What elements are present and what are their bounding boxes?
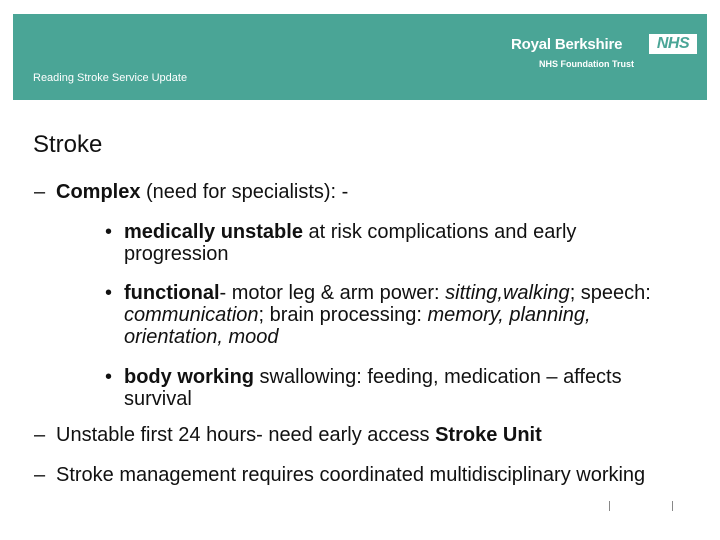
slide-title: Stroke xyxy=(33,131,103,158)
bullet-text: ; speech: xyxy=(569,282,651,304)
bullet-marker: • xyxy=(105,221,113,243)
bullet-text: - motor leg & arm power: xyxy=(219,282,446,304)
bullet-italic: sitting,walking xyxy=(445,282,570,304)
footer-divider xyxy=(672,501,673,511)
bullet-marker: • xyxy=(105,282,113,304)
nhs-badge: NHS xyxy=(649,34,697,54)
bullet-text: ; brain processing: xyxy=(258,304,428,326)
bullet-text: swallowing: feeding, medication – affects survival xyxy=(124,366,622,410)
dash-marker: – xyxy=(34,181,46,203)
point-bold: Stroke Unit xyxy=(435,424,542,446)
bullet-bold: functional xyxy=(124,282,220,304)
dash-marker: – xyxy=(34,424,46,446)
bullet-italic: memory, planning, orientation, mood xyxy=(124,304,591,348)
point-text: Unstable first 24 hours- need early access xyxy=(56,424,436,446)
logo-foundation-trust: NHS Foundation Trust xyxy=(539,59,634,69)
bullet-marker: • xyxy=(105,366,113,388)
bullet-bold: body working xyxy=(124,366,254,388)
nhs-trust-logo xyxy=(511,32,691,84)
bullet-body-working xyxy=(105,366,685,410)
header-banner xyxy=(13,14,707,100)
dash-marker: – xyxy=(34,464,46,486)
logo-trust-name: Royal Berkshire xyxy=(511,36,623,53)
bullet-functional xyxy=(105,282,685,348)
bullet-medically-unstable xyxy=(105,221,685,265)
point-bold: Complex xyxy=(56,181,141,203)
bullet-text: at risk complications and early progression xyxy=(124,221,577,265)
presentation-subtitle: Reading Stroke Service Update xyxy=(33,72,188,84)
point-unstable-first-24h xyxy=(34,424,694,446)
bullet-italic: communication xyxy=(124,304,259,326)
footer-divider xyxy=(609,501,610,511)
point-text: (need for specialists): - xyxy=(140,181,349,203)
point-complex xyxy=(34,181,694,203)
point-text: Stroke management requires coordinated multidisciplinary working xyxy=(56,464,646,486)
bullet-bold: medically unstable xyxy=(124,221,303,243)
point-stroke-management xyxy=(34,464,694,486)
